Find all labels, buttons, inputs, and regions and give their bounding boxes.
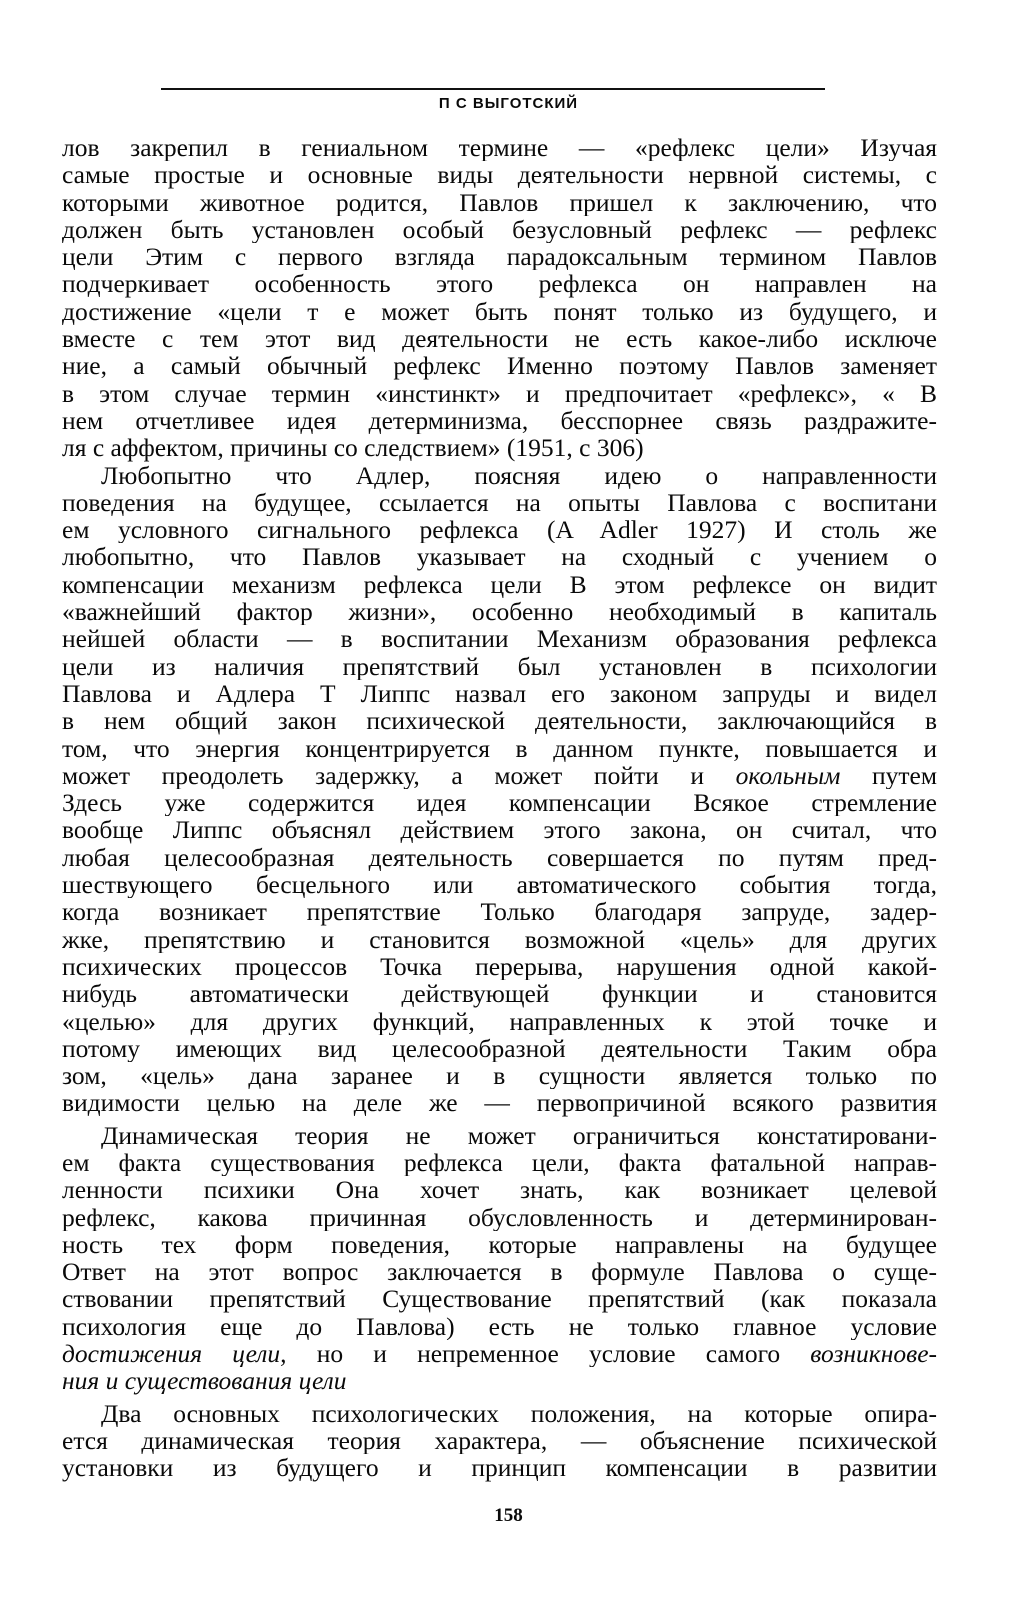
- line-text: вместе с тем этот вид деятельности не есть какое-либо исключе: [62, 325, 937, 353]
- line-text: достижение «цели т е может быть понят только из будущего, и: [62, 297, 937, 326]
- line-text: компенсации механизм рефлекса цели В этом рефлексе он видит: [62, 570, 937, 599]
- line-text: ля с аффектом, причины со следствием» (1951, с 306): [62, 434, 644, 462]
- line-text: Ответ на этот вопрос заключается в формуле Павлова о суще-: [62, 1258, 937, 1286]
- line-text: ем условного сигнального рефлекса (A Adler 1927) И столь же: [62, 516, 937, 544]
- line-text: нибудь автоматически действующей функции и становится: [62, 980, 937, 1008]
- text-line: [62, 1313, 937, 1340]
- text-line: [62, 625, 937, 652]
- line-text: установки из будущего и принцип компенсации в развитии: [62, 1454, 937, 1482]
- text-line: [62, 1285, 937, 1312]
- line-text: лов закрепил в гениальном термине — «рефлекс цели» Изучая: [62, 134, 937, 162]
- text-line: [62, 543, 937, 570]
- line-text: Динамическая теория не может ограничиться констатировани-: [101, 1121, 937, 1149]
- line-text: Два основных психологических положения, на которые опира-: [101, 1399, 937, 1427]
- line-text: шествующего бесцельного или автоматического события тогда,: [62, 871, 937, 899]
- line-text: которыми животное родится, Павлов пришел к заключению, что: [62, 188, 937, 216]
- line-text: должен быть установлен особый безусловный рефлекс — рефлекс: [62, 215, 937, 244]
- line-text: том, что энергия концентрируется в данном пункте, повышается и: [62, 734, 937, 762]
- line-text: цели из наличия препятствий был установлен в психологии: [62, 652, 937, 680]
- line-text: Любопытно что Адлер, поясняя идею о направленности: [101, 461, 937, 489]
- text-line: [62, 489, 937, 516]
- text-line: [62, 462, 937, 489]
- header-rule: [161, 88, 825, 90]
- text-line: [62, 1149, 937, 1176]
- text-line: [62, 926, 937, 953]
- text-line: [62, 1008, 937, 1035]
- text-line: [62, 1062, 937, 1089]
- text-line: [62, 134, 937, 161]
- line-text: поведения на будущее, ссылается на опыты Павлова с воспитани: [62, 488, 937, 517]
- text-line: [62, 735, 937, 762]
- text-line: [62, 1035, 937, 1062]
- text-line: [62, 434, 937, 461]
- line-text: жке, препятствию и становится возможной «цель» для других: [62, 925, 937, 953]
- text-line: [62, 216, 937, 243]
- text-line: [62, 1427, 937, 1454]
- text-line: [62, 598, 937, 625]
- text-line: [62, 1400, 937, 1427]
- line-text: вообще Липпс объяснял действием этого закона, он считал, что: [62, 816, 937, 844]
- line-text: ствовании препятствий Существование препятствий (как показала: [62, 1285, 937, 1313]
- line-text: самые простые и основные виды деятельности нервной системы, с: [62, 161, 937, 189]
- line-text: подчеркивает особенность этого рефлекса он направлен на: [62, 270, 937, 298]
- text-line: [62, 352, 937, 379]
- line-text: ность тех форм поведения, которые направлены на будущее: [62, 1230, 937, 1259]
- line-text: но и непременное условие самого: [286, 1340, 811, 1368]
- text-line: [62, 325, 937, 352]
- text-line: [62, 298, 937, 325]
- line-text: Павлова и Адлера Т Липпс назвал его законом запруды и видел: [62, 679, 937, 708]
- line-text: «важнейший фактор жизни», особенно необходимый в капиталь: [62, 598, 937, 626]
- text-line: [62, 844, 937, 871]
- text-line: [62, 161, 937, 188]
- line-text: «целью» для других функций, направленных к этой точке и: [62, 1007, 937, 1035]
- text-line: [62, 680, 937, 707]
- line-text: Здесь уже содержится идея компенсации Всякое стремление: [62, 789, 937, 817]
- line-text: любопытно, что Павлов указывает на сходный с учением о: [62, 543, 937, 571]
- text-line: [62, 1340, 937, 1367]
- italic-text: окольным: [735, 761, 841, 790]
- text-line: [62, 1176, 937, 1203]
- line-text: ние, а самый обычный рефлекс Именно поэтому Павлов заменяет: [62, 352, 937, 380]
- line-text: цели Этим с первого взгляда парадоксальным термином Павлов: [62, 243, 937, 271]
- text-line: [62, 1231, 937, 1258]
- line-text: зом, «цель» дана заранее и в сущности является только по: [62, 1062, 937, 1090]
- text-line: [62, 1122, 937, 1149]
- line-text: в этом случае термин «инстинкт» и предпочитает «рефлекс», « В: [62, 379, 937, 407]
- text-line: [62, 1454, 937, 1481]
- text-line: [62, 898, 937, 925]
- italic-text: достижения цели,: [62, 1340, 287, 1368]
- text-line: [62, 816, 937, 843]
- line-text: может преодолеть задержку, а может пойти и: [62, 761, 736, 790]
- body-text: [62, 134, 937, 1482]
- line-text: любая целесообразная деятельность совершается по путям пред-: [62, 843, 937, 872]
- line-text: путем: [840, 761, 937, 790]
- line-text: психических процессов Точка перерыва, нарушения одной какой-: [62, 952, 937, 981]
- italic-text: ния и существования цели: [62, 1367, 347, 1395]
- line-text: нем отчетливее идея детерминизма, бесспорнее связь раздражите-: [62, 406, 937, 435]
- text-line: [62, 762, 937, 789]
- text-line: [62, 871, 937, 898]
- text-line: [62, 1367, 937, 1394]
- text-line: [62, 243, 937, 270]
- line-text: ленности психики Она хочет знать, как возникает целевой: [62, 1176, 937, 1204]
- line-text: психология еще до Павлова) есть не только главное условие: [62, 1312, 937, 1341]
- text-line: [62, 789, 937, 816]
- text-line: [62, 707, 937, 734]
- italic-text: возникнове-: [810, 1340, 937, 1368]
- line-text: потому имеющих вид целесообразной деятельности Таким обра: [62, 1034, 937, 1063]
- text-line: [62, 380, 937, 407]
- text-line: [62, 189, 937, 216]
- text-line: [62, 980, 937, 1007]
- text-line: [62, 270, 937, 297]
- line-text: когда возникает препятствие Только благодаря запруде, задер-: [62, 898, 937, 926]
- line-text: ется динамическая теория характера, — объяснение психической: [62, 1426, 937, 1455]
- line-text: ем факта существования рефлекса цели, факта фатальной направ-: [62, 1148, 937, 1177]
- text-line: [62, 1089, 937, 1116]
- text-line: [62, 516, 937, 543]
- text-line: [62, 953, 937, 980]
- line-text: видимости целью на деле же — первопричиной всякого развития: [62, 1089, 937, 1117]
- text-line: [62, 407, 937, 434]
- running-head: П С ВЫГОТСКИЙ: [438, 95, 579, 112]
- line-text: нейшей области — в воспитании Механизм образования рефлекса: [62, 625, 937, 653]
- line-text: рефлекс, какова причинная обусловленность и детерминирован-: [62, 1203, 937, 1231]
- text-line: [62, 653, 937, 680]
- text-line: [62, 1258, 937, 1285]
- text-line: [62, 571, 937, 598]
- line-text: в нем общий закон психической деятельности, заключающийся в: [62, 707, 937, 735]
- page-number: 158: [494, 1505, 523, 1526]
- text-line: [62, 1204, 937, 1231]
